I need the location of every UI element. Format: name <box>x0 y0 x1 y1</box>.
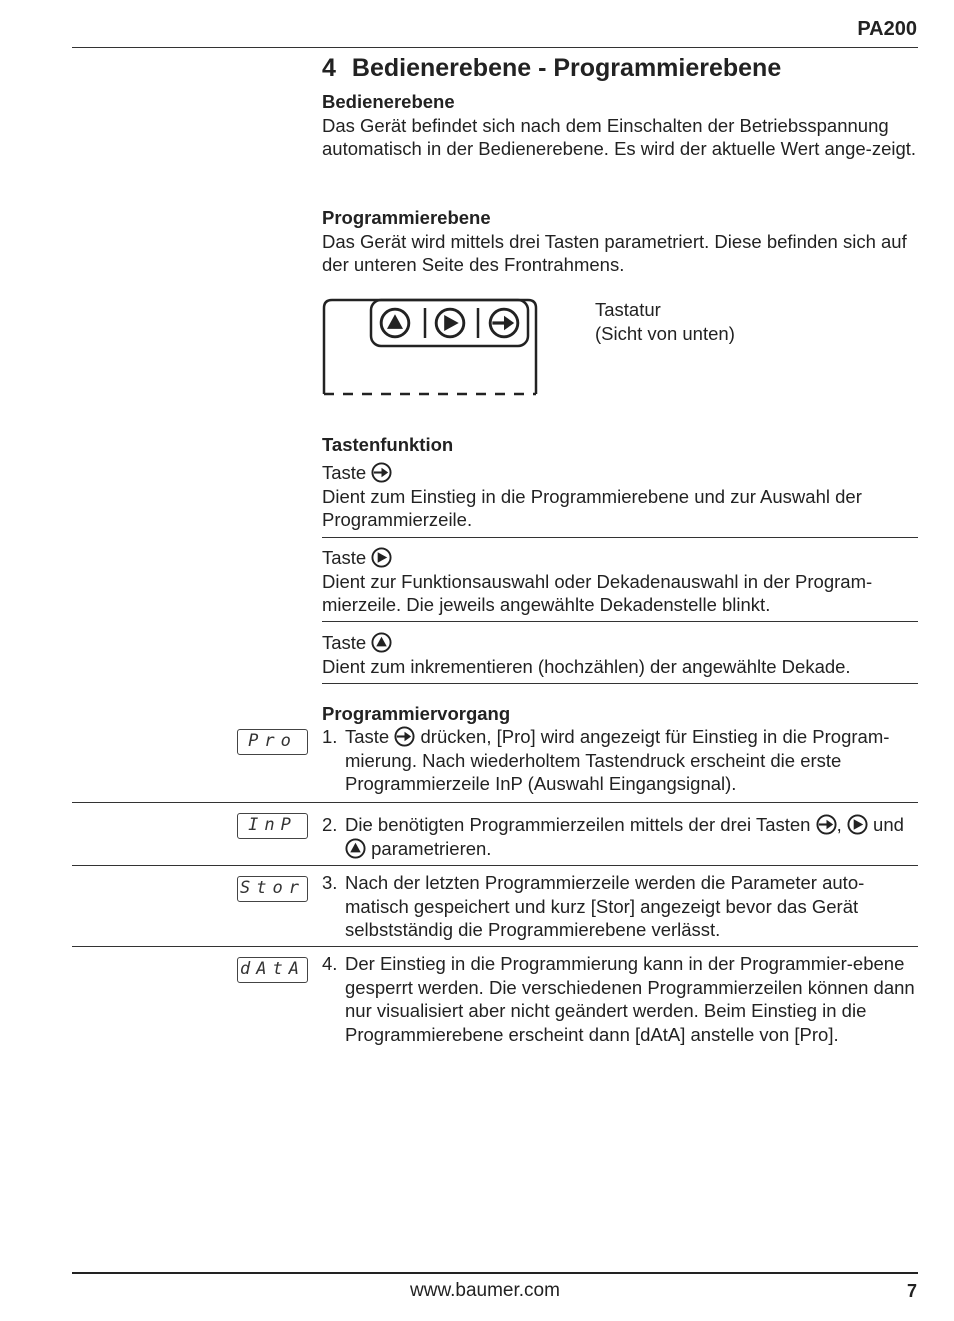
programmierebene-heading: Programmierebene <box>322 207 491 228</box>
step-number: 3. <box>322 872 338 893</box>
bedienerebene-section <box>322 90 918 161</box>
step-number: 1. <box>322 726 338 747</box>
programmierebene-text: Das Gerät wird mittels drei Tasten parametriert. Diese befinden sich auf der unteren Seite des Frontrahmens. <box>322 230 907 275</box>
key-description: Dient zum inkrementieren (hochzählen) der angewählte Dekade. <box>322 655 851 677</box>
keyboard-caption-line1: Tastatur <box>595 299 661 320</box>
enter-arrow-icon <box>394 726 415 747</box>
divider <box>72 865 918 866</box>
enter-arrow-icon <box>490 309 518 337</box>
key-label: Taste <box>322 462 367 483</box>
tastenfunktion-heading: Tastenfunktion <box>322 434 454 455</box>
step-text: und <box>873 814 904 835</box>
step-text: Die benötigten Programmierzeilen mittels der drei Tasten <box>345 814 811 835</box>
keyboard-caption <box>595 298 735 345</box>
page-number: 7 <box>906 1281 917 1301</box>
up-arrow-icon <box>345 838 366 859</box>
footer-divider <box>72 1272 918 1274</box>
step-text: parametrieren. <box>371 837 492 859</box>
footer-url: www.baumer.com <box>410 1280 560 1301</box>
right-arrow-icon <box>371 547 392 568</box>
step-text: , <box>836 814 842 835</box>
section-title-text: Bedienerebene - Programmierebene <box>351 54 782 82</box>
keyboard-caption-line2: (Sicht von unten) <box>595 322 735 344</box>
key-description: Dient zur Funktionsauswahl oder Dekadenauswahl in der Program-mierzeile. Die jeweils angewählte Dekadenstelle blinkt. <box>322 570 873 615</box>
document-code: PA200 <box>857 18 917 40</box>
key-function-right <box>322 546 918 617</box>
key-description: Dient zum Einstieg in die Programmierebene und zur Auswahl der Programmierzeile. <box>322 485 862 530</box>
bedienerebene-heading: Bedienerebene <box>322 91 455 112</box>
up-arrow-icon <box>371 632 392 653</box>
key-function-up <box>322 631 918 678</box>
header-divider <box>72 47 918 48</box>
divider <box>72 946 918 947</box>
step-number: 2. <box>322 814 338 835</box>
divider <box>322 683 918 684</box>
lcd-display-inp: InP <box>237 813 308 839</box>
step-number: 4. <box>322 953 338 974</box>
section-number: 4 <box>322 54 336 82</box>
key-label: Taste <box>322 632 367 653</box>
keyboard-figure <box>320 296 540 398</box>
programmierebene-section <box>322 206 918 277</box>
lcd-display-stor: Stor <box>237 876 308 902</box>
programmiervorgang-heading: Programmiervorgang <box>322 703 511 724</box>
step-3 <box>322 871 918 942</box>
step-text: Taste <box>345 726 390 747</box>
up-arrow-icon <box>381 309 409 337</box>
section-title <box>322 54 781 83</box>
right-arrow-icon <box>436 309 464 337</box>
divider <box>72 802 918 803</box>
key-function-enter <box>322 461 918 532</box>
right-arrow-icon <box>847 814 868 835</box>
step-1 <box>322 725 918 796</box>
step-4 <box>322 952 918 1046</box>
step-text: Der Einstieg in die Programmierung kann in der Programmier-ebene gesperrt werden. Die verschiedenen Programmierzeilen können dann nur visualisiert aber nicht geändert werden. Beim Einstieg in die Programmierebene erscheint dann [dAtA] anstelle von [Pro]. <box>345 953 915 1045</box>
step-text: Nach der letzten Programmierzeile werden die Parameter auto-matisch gespeichert und kurz [Stor] angezeigt bevor das Gerät selbstständig die Programmierebene verlässt. <box>345 872 865 940</box>
step-text: drücken, [Pro] wird angezeigt für Einstieg in die Program-mierung. Nach wiederholtem Tastendruck erscheint die erste Programmierzeile InP (Auswahl Eingangsignal). <box>345 726 890 794</box>
divider <box>322 621 918 622</box>
bedienerebene-text: Das Gerät befindet sich nach dem Einschalten der Betriebsspannung automatisch in der Bedienerebene. Es wird der aktuelle Wert ange-zeigt. <box>322 114 917 159</box>
enter-arrow-icon <box>371 462 392 483</box>
enter-arrow-icon <box>816 814 837 835</box>
step-2 <box>322 813 918 860</box>
lcd-display-data: dAtA <box>237 957 308 983</box>
key-label: Taste <box>322 547 367 568</box>
divider <box>322 537 918 538</box>
lcd-display-pro: Pro <box>237 729 308 755</box>
